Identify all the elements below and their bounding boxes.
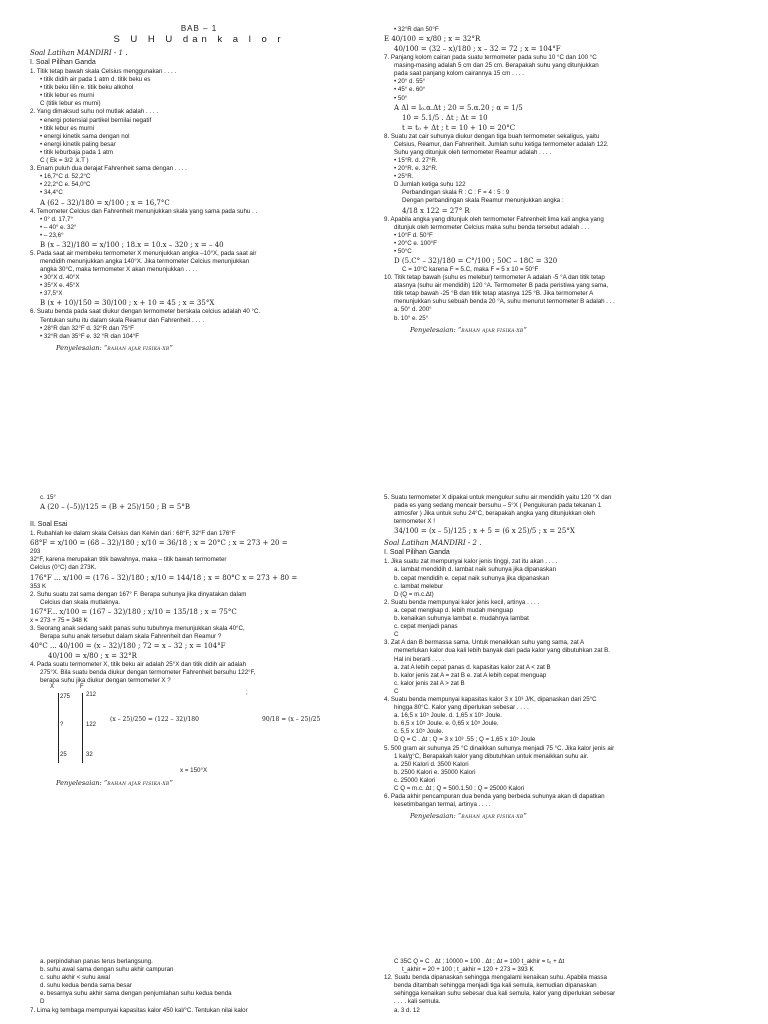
solution-reference: BAHAN AJAR FISIKA-XB: [107, 781, 170, 787]
text-line: • 10°F d. 50°F: [394, 231, 433, 239]
text-line: 3. Seorang anak sedang sakit panas suhu tubuhnya menunjukkan skala 40°C,: [30, 624, 245, 632]
text-line: 3. Enam puluh dua derajat Fahrenheit sama dengan . . . .: [30, 165, 187, 173]
text-line: 10 = 5.1/5 . Δt ; Δt = 10: [402, 113, 488, 122]
solution-reference: BAHAN AJAR FISIKA-XB: [461, 815, 524, 821]
page-panel-3: [0, 958, 768, 1024]
text-line: Soal Latihan MANDIRI - 2 .: [384, 539, 482, 548]
text-line: E 40/100 = x/80 ; x = 32°R: [384, 35, 481, 44]
page-panel-2: [0, 488, 768, 916]
text-line: • 0° d. 17,7°: [40, 215, 73, 223]
text-line: c. 5,5 x 10⁵ Joule.: [394, 728, 444, 736]
text-line: 10. Titik tetap bawah (suhu es melebur) termometer A adalah -5 °A dan titik tetap: [384, 274, 605, 282]
x-tick-mid: ?: [60, 722, 64, 729]
text-line: termometer X !: [394, 518, 435, 526]
chapter-title: S U H U dan k a l o r: [113, 34, 285, 45]
text-line: 293: [30, 548, 41, 556]
text-line: 9. Apabila angka yang ditunjuk oleh termometer Fahrenheit lima kali angka yang: [384, 215, 604, 223]
text-line: • 32°R dan 35°F e. 32 °R dan 104°F: [40, 332, 140, 340]
solution-label: Penyelesaian: “: [410, 325, 462, 334]
text-line: Celcius dan skala mutlaknya.: [40, 598, 121, 606]
solution-quote-end: ”: [523, 812, 527, 821]
text-line: • 20°R. e. 32°R.: [394, 165, 438, 173]
text-line: benda ditambah sehingga menjadi tiga kali semula, kemudian dipanaskan: [394, 982, 597, 990]
solution-quote-end: ”: [523, 325, 527, 334]
panel-3-right-column: [384, 958, 746, 1024]
text-line: 8. Suatu zat cair suhunya diukur dengan tiga buah termometer sekaligus, yaitu: [384, 132, 600, 140]
text-line: c. 15°: [40, 494, 56, 501]
solution-label: Penyelesaian: “: [56, 343, 108, 352]
text-line: Tentukan suhu itu dalam skala Reamur dan Fahrenheit . . . .: [40, 316, 205, 324]
text-line: kesetimbangan termal, artinya . . . .: [394, 801, 491, 809]
scale-equation-2: 90/18 = (x – 25)/25: [262, 716, 321, 724]
text-line: 4/18 x 122 = 27° R: [402, 206, 470, 215]
text-line: D Q = C . Δt ; Q = 3 x 10³ .55 ; Q = 1,65 x 10⁵ Joule: [394, 736, 536, 744]
exercise-heading: Soal Latihan MANDIRI - 1 .: [30, 49, 128, 57]
text-line: a. 16,5 x 10⁵ Joule. d. 1,65 x 10⁵ Joule.: [394, 712, 502, 720]
text-line: Berapa suhu anak tersebut dalam skala Fahrenheit dan Reamur ?: [40, 633, 222, 641]
text-line: 12. Suatu benda dipanaskan sehingga mengalami kenaikan suhu. Apabila massa: [384, 974, 607, 982]
text-line: 40/100 = (32 – x)/180 ; x – 32 = 72 ; x = 104°F: [394, 45, 561, 54]
text-line: 176°F ... x/100 = (176 – 32)/180 ; x/10 = 144/18 ; x = 80°C x = 273 + 80 =: [30, 573, 298, 582]
text-line: • 32°R dan 50°F: [394, 26, 439, 33]
text-line: • 50°C: [394, 247, 412, 255]
text-line: 1. Rubahlah ke dalam skala Celsius dan Kelvin dari : 68°F, 32°F dan 176°F: [30, 530, 236, 538]
text-line: 7. Lima kg tembaga mempunyai kapasitas kalor 450 kal/°C. Tentukan nilai kalor: [30, 1006, 248, 1014]
solution-reference: BAHAN AJAR FISIKA-XB: [461, 328, 524, 334]
text-line: 275°X. Bila suatu benda diukur dengan termometer Fahrenheit bersuhu 122°F,: [40, 669, 256, 677]
text-line: • titik lebur es murni: [40, 124, 95, 132]
text-line: b. cepat mendidih e. cepat naik suhunya jika dipanaskan: [394, 574, 550, 582]
question-lines: [30, 68, 368, 341]
solution-label: Penyelesaian: “: [410, 812, 462, 821]
text-line: B (x + 10)/150 = 30/100 ; x + 10 = 45 ; x = 35°X: [40, 299, 215, 308]
text-line: b. 10° e. 25°: [394, 314, 429, 322]
text-line: 32°F, karena merupakan titik bawahnya, maka – titik bawah termometer: [30, 556, 227, 564]
text-line: menunjukkan suhu sebuah benda 20 °A, suhu menurut termometer B adalah . . .: [394, 298, 615, 306]
text-line: C: [394, 631, 399, 639]
text-line: • titik didih air pada 1 atm d. titik beku es: [40, 76, 151, 84]
text-line: x = 273 + 75 = 348 K: [30, 616, 88, 624]
text-line: • 15°R. d. 27°R.: [394, 156, 438, 164]
text-line: d. suhu kedua benda sama besar: [40, 982, 132, 990]
text-line: • 34,4°C: [40, 189, 63, 197]
text-line: [30, 512, 368, 520]
text-line: 34/100 = (x – 5)/125 ; x + 5 = (6 x 25)/5 ; x = 25°X: [394, 527, 575, 536]
f-scale-line: [82, 693, 83, 763]
text-line: C: [394, 687, 399, 695]
text-line: 6. Suatu benda pada saat diukur dengan termometer berskala celcius adalah 40 °C.: [30, 308, 261, 316]
text-line: 1. Titik tetap bawah skala Celsius menggunakan . . . .: [30, 68, 177, 75]
text-line: 5. Pada saat air membeku termometer X menunjukkan angka –10°X, pada saat air: [30, 249, 257, 257]
text-line: • 37,5°X: [40, 290, 63, 298]
text-line: 3. Zat A dan B bermassa sama. Untuk menaikkan suhu yang sama, zat A: [384, 639, 585, 647]
text-line: sehingga kenaikan suhu sebesar dua kali semula, kalor yang diperlukan sebesar: [394, 990, 616, 998]
text-line: Suhu yang ditunjuk oleh termometer Reamur adalah . . . .: [394, 148, 552, 156]
text-line: 1 kal/g°C, Berapakah kalor yang dibutuhkan untuk menaikkan suhu air.: [394, 752, 589, 760]
question-lines: [384, 494, 746, 809]
text-line: 40/100 = x/80 ; x = 32°R: [48, 652, 137, 661]
text-line: c. kalor jenis zat A > zat B: [394, 679, 465, 687]
text-line: atasnya (suhu air mendidih) 120 °A. Termometer B pada peristiwa yang sama,: [394, 282, 609, 290]
text-line: masing-masing adalah 5 cm dan 25 cm. Berapakah suhu yang ditunjukkan: [394, 62, 599, 70]
text-line: 353 K: [30, 582, 47, 590]
axis-x-label: X: [50, 684, 55, 691]
text-line: 4. Temometer Celcius dan Fahrenheit menunjukkan skala yang sama pada suhu . .: [30, 207, 258, 215]
text-line: • 45° e. 60°: [394, 86, 426, 94]
text-line: B (x – 32)/180 = x/100 ; 18.x = 10.x – 320 ; x = – 40: [40, 240, 224, 249]
text-line: 2. Suhu suatu zat sama dengan 167° F. Berapa suhunya jika dinyatakan dalam: [30, 590, 247, 598]
text-line: A (62 – 32)/180 = x/100 ; x = 16,7°C: [40, 198, 170, 207]
text-line: 2. Yang dimaksud suhu nol mutlak adalah . . . .: [30, 108, 159, 116]
text-line: • 30°X d. 40°X: [40, 274, 80, 282]
text-line: c. lambat melebur: [394, 582, 444, 590]
text-line: A (20 – (–5))/125 = (B + 25)/150 ; B = 5°B: [40, 503, 190, 512]
text-line: • energi potensial partikel bernilai negatif: [40, 116, 152, 124]
text-line: a. zat A lebih cepat panas d. kapasitas kalor zat A < zat B: [394, 663, 551, 671]
text-line: 167°F... x/100 = (167 – 32)/180 ; x/10 = 135/18 ; x = 75°C: [30, 607, 237, 616]
solution-footer: [384, 325, 746, 337]
text-line: 68°F = x/100 = (68 – 32)/180 ; x/10 = 36/18 ; x = 20°C ; x = 273 + 20 =: [30, 539, 288, 548]
solution-footer: [30, 343, 368, 355]
text-line: • energi kinetik paling besar: [40, 140, 116, 148]
answer-line: x = 150°X: [180, 767, 208, 775]
question-lines: [384, 26, 746, 323]
question-lines: [30, 958, 368, 1015]
text-line: • titik lebur es murni: [40, 92, 95, 100]
solution-reference: BAHAN AJAR FISIKA-XB: [107, 346, 170, 352]
f-tick-mid: 122: [86, 722, 97, 729]
text-line: • 35°X e. 45°X: [40, 282, 80, 290]
text-line: • titik beku lilin e. titik beku alkohol: [40, 84, 134, 92]
text-line: b. kenaikan suhunya lambat e. mudahnya lambat: [394, 615, 529, 623]
text-line: hingga 80°C. Kalor yang diperlukan sebesar . . . .: [394, 704, 529, 712]
text-line: 7. Panjang kolom cairan pada suatu termometer pada suhu 10 °C dan 100 °C: [384, 54, 597, 62]
text-line: • 50°: [394, 94, 408, 102]
subsection-heading: I. Soal Pilihan Ganda: [30, 59, 96, 66]
panel-3-left-column: [30, 958, 368, 1024]
text-line: C 35C Q = C . Δt ; 10000 = 100 . Δt ; Δt = 100 t_akhir = t₀ + Δt: [394, 958, 565, 965]
text-line: Dengan perbandingan skala Reamur menunjukkan angka :: [402, 197, 564, 205]
text-line: Celsius, Reamur, dan Fahrenheit. Jumlah suhu ketiga termometer adalah 122.: [394, 140, 609, 148]
text-line: a. 3 d. 12: [394, 1006, 420, 1014]
text-line: c. 25000 Kalori: [394, 776, 436, 784]
text-line: atmosfer ) Jika untuk suhu 24°C, berapakah angka yang ditunjukkan oleh: [394, 510, 595, 518]
text-line: D: [40, 998, 45, 1006]
text-line: • 20° d. 55°: [394, 78, 426, 86]
text-line: . . . . kali semula.: [394, 998, 441, 1006]
solution-footer: [30, 778, 368, 790]
solution-quote-end: ”: [169, 778, 173, 787]
text-line: I. Soal Pilihan Ganda: [384, 549, 450, 557]
panel-2-left-column: [30, 488, 368, 916]
x-tick-bottom: 25: [60, 752, 67, 759]
solution-footer: [384, 811, 746, 823]
f-tick-top: 212: [86, 692, 97, 699]
solution-label: Penyelesaian: “: [56, 778, 108, 787]
text-line: angka 30°C, maka termometer X akan menunjukkan . . . .: [40, 266, 198, 274]
text-line: • – 40° e. 32°: [40, 223, 77, 231]
text-line: 6. Pada akhir pencampuran dua benda yang berbeda suhunya akan di dapatkan: [384, 793, 605, 801]
text-line: 5. 500 gram air suhunya 25 °C dinaikkan suhunya menjadi 75 °C. Jika kalor jenis air: [384, 744, 615, 752]
text-line: mendidih menunjukkan angka 140°X. Jika termometer Celcius menunjukkan: [40, 257, 250, 265]
text-line: • – 23,6°: [40, 231, 64, 239]
text-line: a. perpindahan panas terus berlangsung.: [40, 958, 153, 965]
text-line: ditunjuk oleh termometer Celcius maka suhu benda tersebut adalah . . .: [394, 223, 590, 231]
question-lines: [384, 958, 746, 1015]
text-line: pada saat panjang kolom cairannya 15 cm . . . .: [394, 70, 525, 78]
text-line: a. lambat mendidih d. lambat naik suhunya jika dipanaskan: [394, 566, 557, 574]
text-line: • energi kinetik sama dengan nol: [40, 132, 130, 140]
text-line: a. 250 Kalori d. 3500 Kalori: [394, 760, 469, 768]
text-line: • 22,2°C e. 54,0°C: [40, 181, 91, 189]
text-line: C ( Ek = 3/2 .k.T ): [40, 157, 89, 165]
text-line: C = 10°C karena F = 5.C, maka F = 5 x 10 = 50°F: [402, 265, 539, 273]
x-tick-top: 275: [60, 694, 71, 701]
text-line: t_akhir = 20 + 100 ; t_akhir = 120 + 273 = 393 K: [402, 966, 534, 974]
chapter-number: BAB – 1: [180, 24, 218, 33]
text-line: berapa suhu jika diukur dengan termometer X ?: [40, 677, 171, 685]
text-line: • 16,7°C d. 52,2°C: [40, 173, 91, 181]
text-line: Celcius (0°C) dan 273K.: [30, 564, 97, 572]
text-line: 4. Pada suatu termometer X, titik beku air adalah 25°X dan titik didih air adalah: [30, 661, 247, 669]
text-line: titik tetap bawah -25 °B dan titik tetap atasnya 125 °B. Jika termometer A: [394, 290, 594, 298]
text-line: • 20°C e. 100°F: [394, 239, 437, 247]
panel-1-left-column: [30, 0, 368, 488]
text-line: • 25°R.: [394, 173, 414, 181]
text-line: b. 2500 Kalori e. 35000 Kalori: [394, 768, 476, 776]
text-line: C (titik lebur es murni): [40, 100, 101, 108]
text-line: 40°C ... 40/100 = (x – 32)/180 ; 72 = x – 32 ; x = 104°F: [30, 642, 226, 651]
text-line: 5. Suatu termometer X dipakai untuk mengukur suhu air mendidih yaitu 120 °X dan: [384, 494, 612, 501]
text-line: Perbandingan skala R : C : F = 4 : 5 : 9: [402, 189, 510, 197]
text-line: D (5.C° – 32)/180 = C°/100 ; 50C – 18C = 320: [394, 256, 558, 265]
thermometer-scale-diagram: [30, 684, 368, 767]
panel-1-right-column: [384, 0, 746, 488]
text-line: D (Q = m.c.Δt): [394, 590, 434, 598]
text-line: pada es yang sedang mencair bersuhu – 5°X ( Pengukuran pada tekanan 1: [394, 502, 602, 510]
text-line: c. suhu akhir < suhu awal: [40, 974, 110, 982]
panel-2-right-column: [384, 488, 746, 916]
text-line: 1. Jika suatu zat mempunyai kalor jenis tinggi, zat itu akan . . . .: [384, 558, 558, 566]
text-line: D Jumlah ketiga suhu 122: [394, 181, 466, 189]
text-line: Hal ini berarti . . . .: [394, 655, 445, 663]
text-line: a. cepat mengkap d. lebih mudah menguap: [394, 606, 514, 614]
solution-quote-end: ”: [169, 343, 173, 352]
f-tick-bottom: 32: [86, 752, 93, 759]
text-line: b. 6,5 x 10⁵ Joule. e. 0,65 x 10⁵ Joule.: [394, 720, 499, 728]
text-line: memerlukan kalor dua kali lebih banyak dari pada kalor yang dibutuhkan zat B.: [394, 647, 611, 655]
text-line: b. suhu awal sama dengan suhu akhir campuran: [40, 966, 174, 974]
semicolon-mark: ;: [246, 690, 248, 697]
text-line: a. 50° d. 200°: [394, 306, 432, 314]
essay-lines: [30, 494, 368, 685]
text-line: e. besarnya suhu akhir sama dengan penjumlahan suhu kedua benda: [40, 990, 232, 998]
x-scale-line: [58, 693, 59, 763]
text-line: A Δl = l₀.α.Δt ; 20 = 5.α.20 ; α = 1/5: [394, 103, 523, 112]
scale-equation-1: (x – 25)/250 = (122 – 32)/180: [110, 716, 199, 724]
text-line: c. cepat menjadi panas: [394, 623, 458, 631]
text-line: 2. Suatu benda mempunyai kalor jenis kecil, artinya . . . .: [384, 598, 540, 606]
axis-f-label: F: [80, 684, 84, 691]
text-line: t = t₀ + Δt ; t = 10 + 10 = 20°C: [402, 123, 516, 132]
page-panel-1: [0, 0, 768, 488]
text-line: C Q = m.c. Δt ; Q = 500.1.50 ; Q = 25000 Kalori: [394, 785, 525, 792]
text-line: b. kalor jenis zat A = zat B e. zat A lebih cepat menguap: [394, 671, 547, 679]
text-line: • titik leburbaja pada 1 atm: [40, 148, 114, 156]
text-line: 4. Suatu benda mempunyai kapasitas kalor 3 x 10³ J/K, dipanaskan dari 25°C: [384, 695, 597, 703]
text-line: • 28°R dan 32°F d. 32°R dan 75°F: [40, 324, 134, 332]
text-line: II. Soal Esai: [30, 521, 68, 529]
